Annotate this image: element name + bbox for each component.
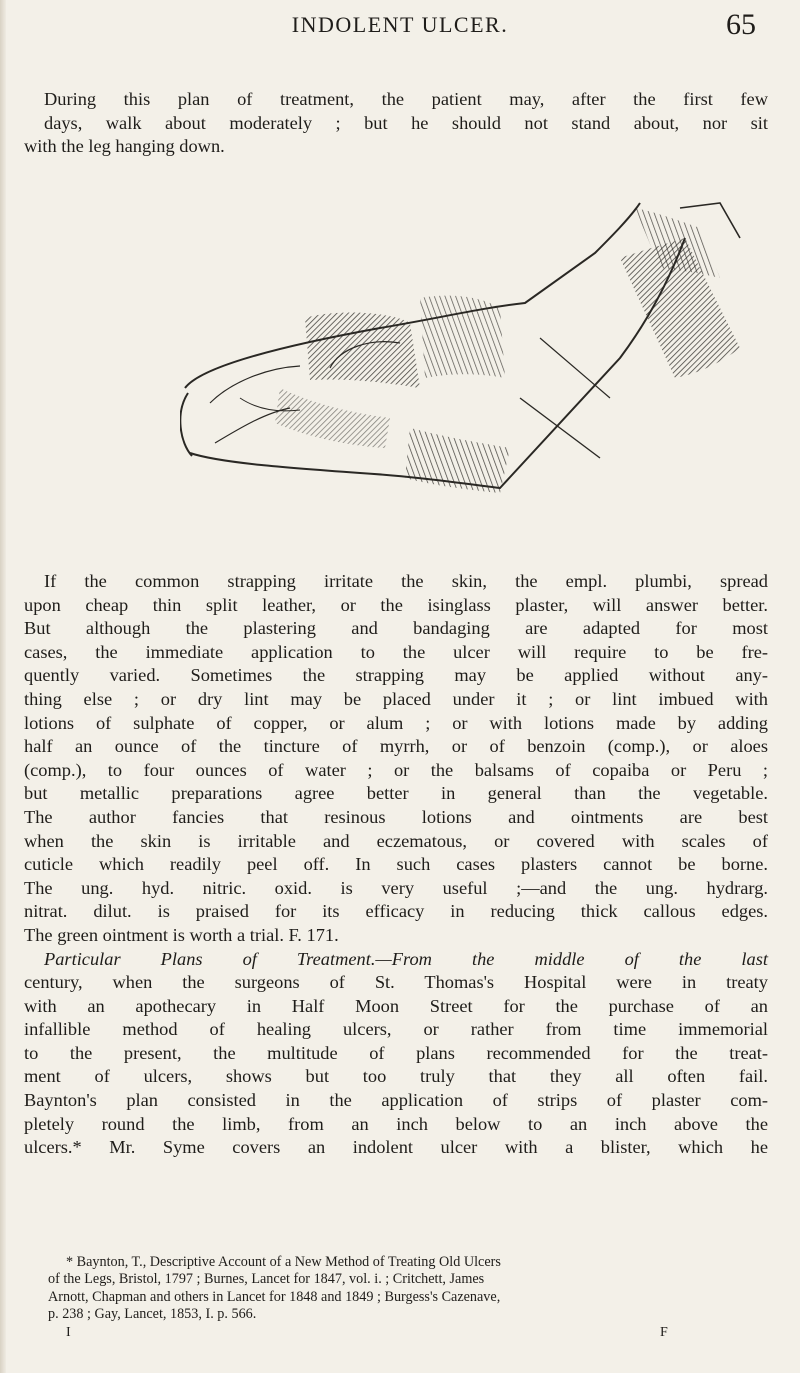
page-number: 65 [726,8,756,41]
running-head [0,8,800,48]
main-line: (comp.), to four ounces of water ; or the balsams of copaiba or Peru ; [24,759,768,780]
main-line: If the common strapping irritate the skin, the empl. plumbi, spread [44,571,768,591]
main-line: quently varied. Sometimes the strapping may be applied without any- [24,665,768,686]
main-line: ment of ulcers, shows but too truly that they all often fail. [24,1066,768,1087]
main-line: ulcers.* Mr. Syme covers an indolent ulcer with a blister, which he [24,1137,768,1158]
page-edge [0,0,6,1373]
intro-line: During this plan of treatment, the patient may, after the first few [44,89,768,109]
main-line: half an ounce of the tincture of myrrh, or of benzoin (comp.), or aloes [24,736,768,757]
bandaged-leg-illustration [180,198,780,518]
main-line: cuticle which readily peel off. In such cases plasters cannot be borne. [24,854,768,875]
footnote-line: * Baynton, T., Descriptive Account of a New Method of Treating Old Ulcers [66,1254,501,1270]
main-line: lotions of sulphate of copper, or alum ; or with lotions made by adding [24,712,768,733]
main-line: thing else ; or dry lint may be placed under it ; or lint imbued with [24,688,768,709]
main-line: upon cheap thin split leather, or the isinglass plaster, will answer better. [24,594,768,615]
footnote-line: p. 238 ; Gay, Lancet, 1853, I. p. 566. [48,1306,257,1323]
intro-paragraph [24,88,768,159]
intro-line: with the leg hanging down. [24,136,225,157]
main-paragraph [24,570,768,1160]
main-line: to the present, the multitude of plans recommended for the treat- [24,1042,768,1063]
footnote-line: Arnott, Chapman and others in Lancet for 1848 and 1849 ; Burgess's Cazenave, [48,1288,501,1305]
main-line: Baynton's plan consisted in the application of strips of plaster com- [24,1090,768,1111]
main-line: The ung. hyd. nitric. oxid. is very useful ;—and the ung. hydrarg. [24,877,768,898]
footnote-line: of the Legs, Bristol, 1797 ; Burnes, Lancet for 1847, vol. i. ; Critchett, James [48,1271,485,1288]
intro-line: days, walk about moderately ; but he should not stand about, nor sit [44,112,768,133]
main-line: cases, the immediate application to the ulcer will require to be fre- [24,641,768,662]
footnote [48,1254,768,1324]
main-line: nitrat. dilut. is praised for its efficacy in reducing thick callous edges. [24,901,768,922]
main-line: century, when the surgeons of St. Thomas's Hospital were in treaty [24,972,768,993]
signature-mark-left: I [66,1325,71,1340]
main-line: The green ointment is worth a trial. F. 171. [24,924,339,945]
main-line: pletely round the limb, from an inch below to an inch above the [24,1113,768,1134]
main-line: when the skin is irritable and eczematous, or covered with scales of [24,830,768,851]
main-line: Particular Plans of Treatment.—From the middle of the last [44,948,768,969]
main-line: but metallic preparations agree better in general than the vegetable. [24,783,768,804]
signature-mark-right: F [660,1325,668,1340]
main-line: infallible method of healing ulcers, or rather from time immemorial [24,1019,768,1040]
main-line: But although the plastering and bandaging are adapted for most [24,618,768,639]
main-line: with an apothecary in Half Moon Street for the purchase of an [24,995,768,1016]
main-line: The author fancies that resinous lotions and ointments are best [24,806,768,827]
running-title: INDOLENT ULCER. [291,12,509,37]
